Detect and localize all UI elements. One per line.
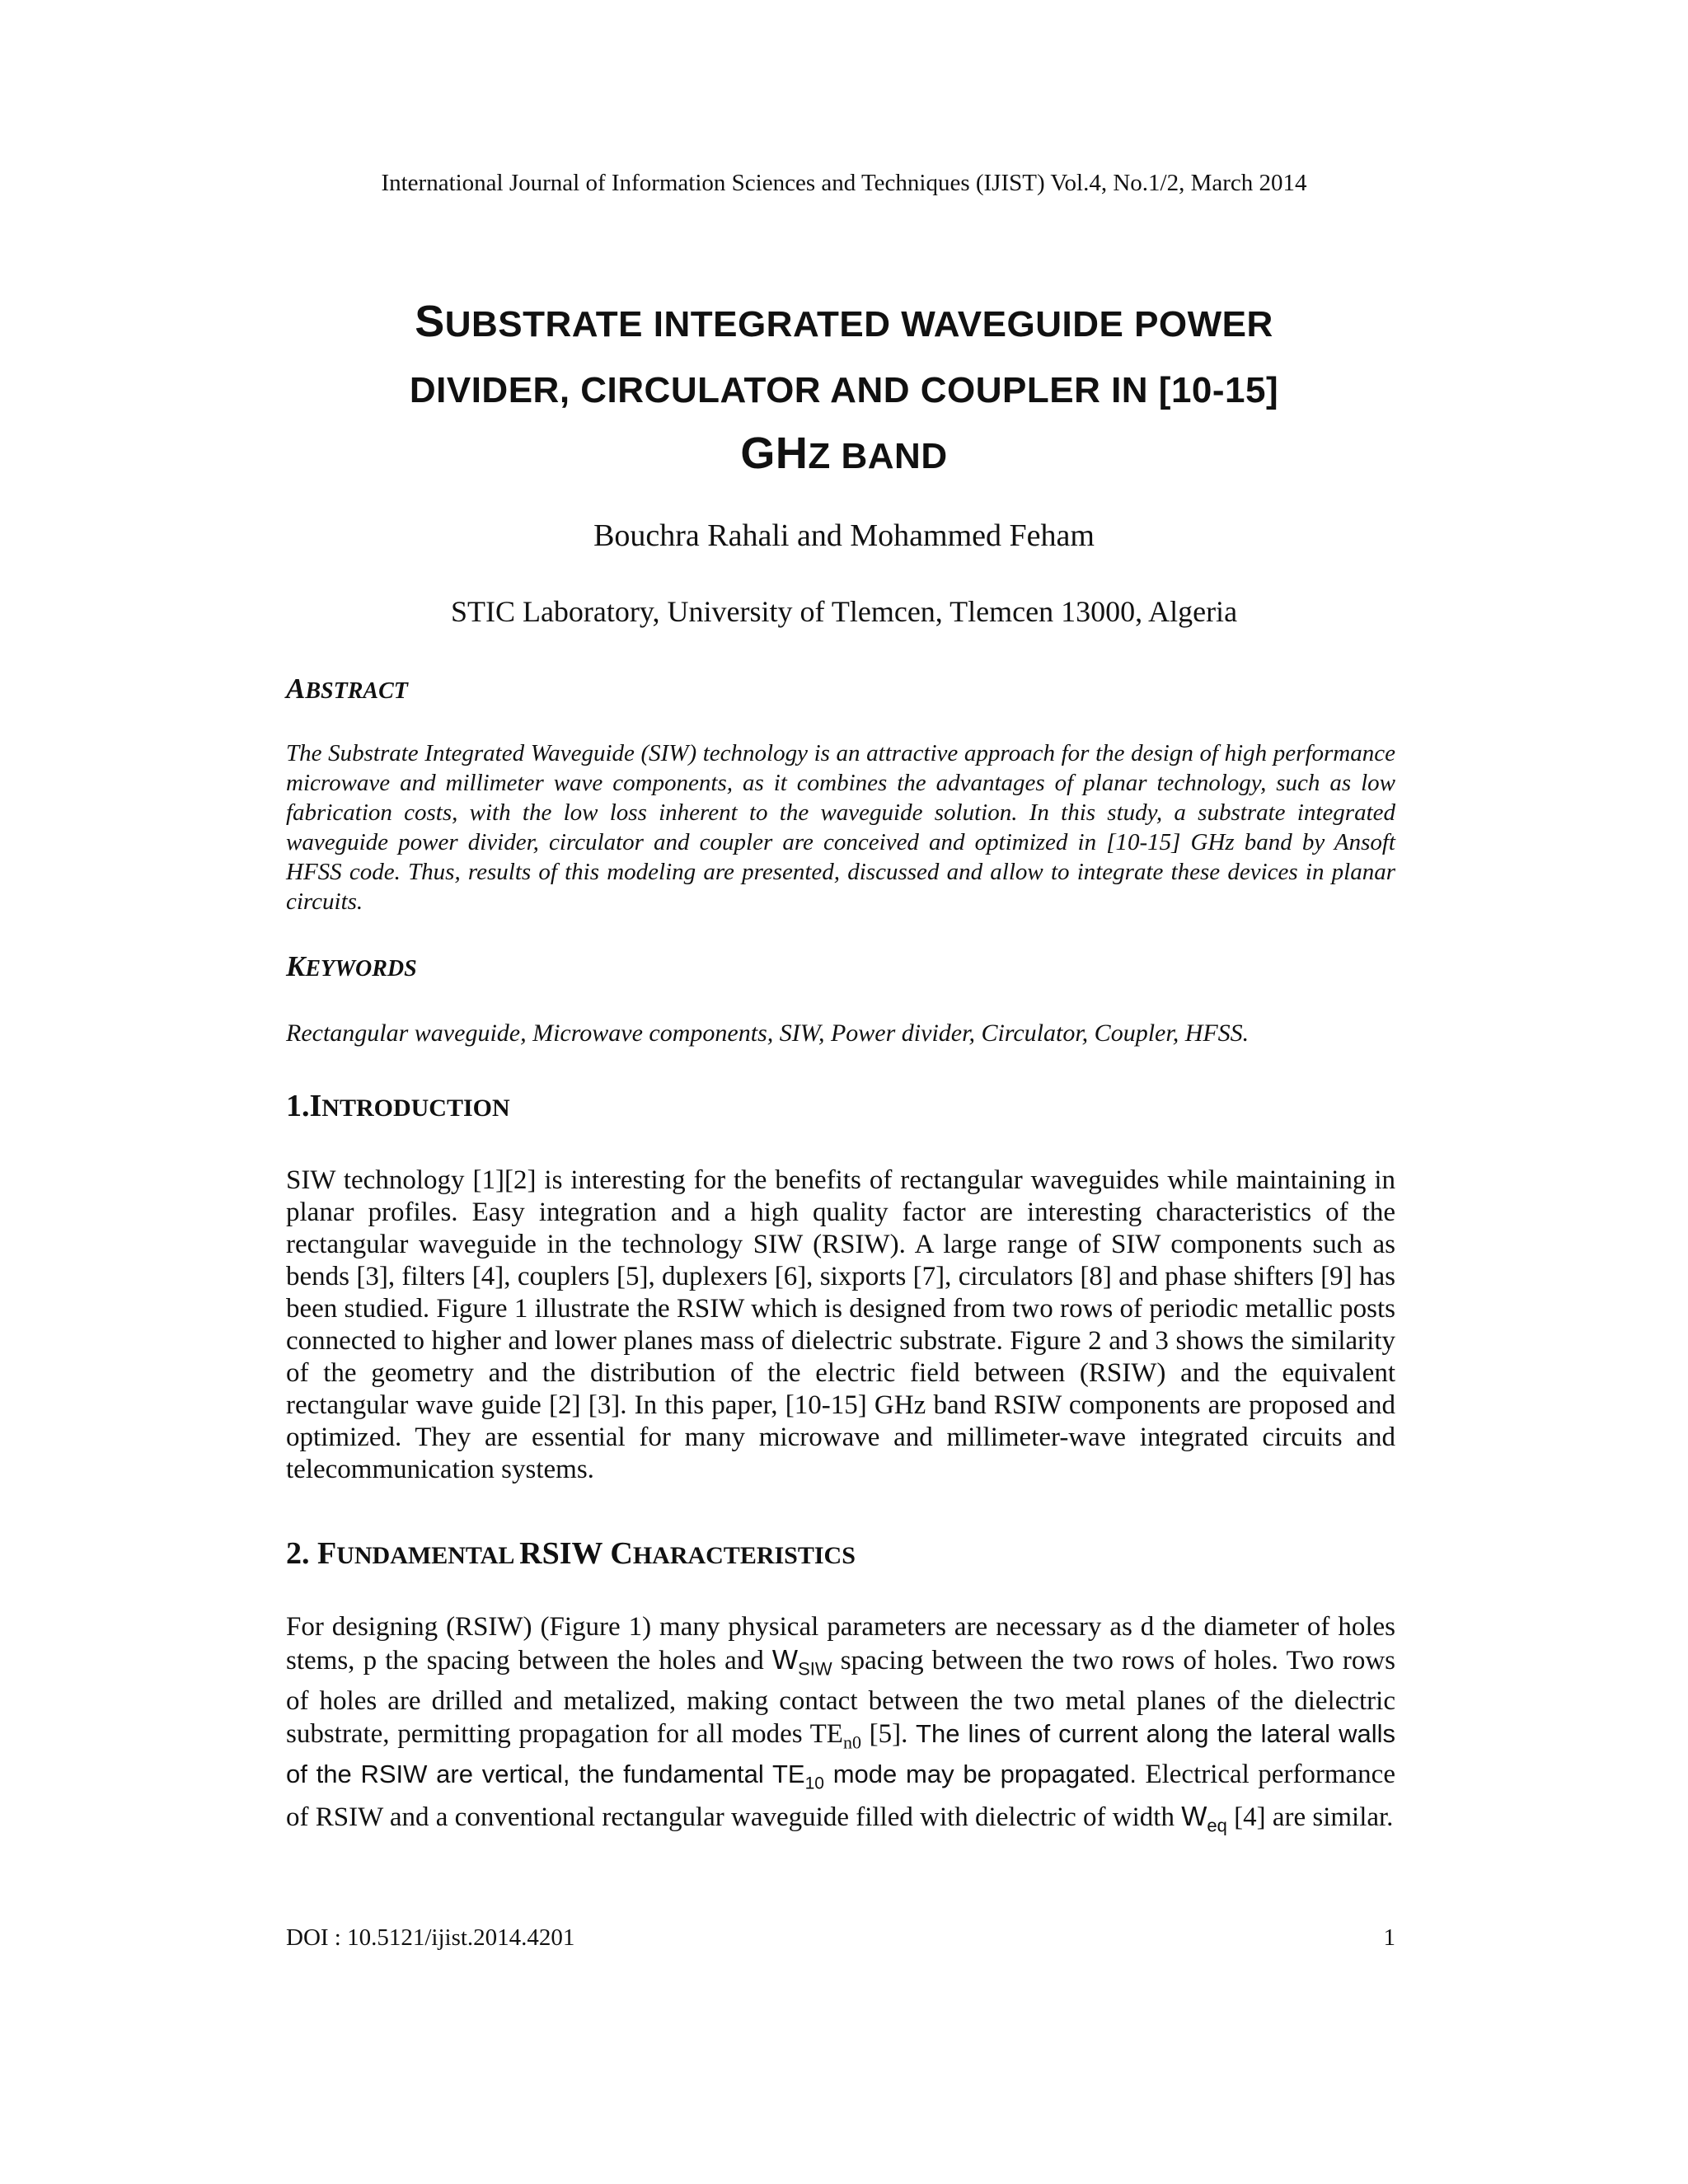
wsiw-base: W [771, 1644, 799, 1675]
section-2-text-part-4: The lines of current along the lateral walls of the RSIW are vertical, the fundamental TE [286, 1718, 1395, 1789]
abstract-heading-rest: BSTRACT [305, 678, 408, 704]
section-2-heading [286, 1535, 856, 1572]
abstract-text: The Substrate Integrated Waveguide (SIW) technology is an attractive approach for the design of high performance microwave and millimeter wave components, as it combines the advantages of planar technology, such as low fabrication costs, with the low loss inherent to the waveguide solution. In this study, a substrate integrated waveguide power divider, circulator and coupler are conceived and optimized in [10-15] GHz band by Ansoft HFSS code. Thus, results of this modeling are presented, discussed and allow to integrate these devices in planar circuits. [286, 740, 1395, 915]
wsiw-symbol [771, 1644, 832, 1680]
section-1-rest: NTRODUCTION [321, 1094, 510, 1122]
keywords-heading-rest: EYWORDS [305, 956, 417, 982]
title-line-3-cap: GH [740, 429, 809, 478]
page-number: 1 [1383, 1924, 1395, 1951]
title-line-2 [247, 356, 1441, 422]
doi: DOI : 10.5121/ijist.2014.4201 [286, 1924, 575, 1951]
section-2-rest-1: UNDAMENTAL [336, 1542, 520, 1569]
authors: Bouchra Rahali and Mohammed Feham [593, 518, 1095, 553]
title-line-1-rest: UBSTRATE INTEGRATED WAVEGUIDE POWER [444, 304, 1273, 344]
section-2-cap-1: F [317, 1536, 337, 1571]
section-2-text [286, 1611, 1395, 1841]
title-line-3 [247, 422, 1441, 488]
section-2-text-part-2: spacing between the two rows of holes. Two rows of holes are drilled and metalized, making contact between the two metal planes of the dielectric substrate, permitting propagation for all modes TE [286, 1646, 1395, 1749]
abstract-heading [286, 673, 408, 705]
weq-subscript: eq [1207, 1815, 1227, 1836]
keywords-text: Rectangular waveguide, Microwave components, SIW, Power divider, Circulator, Coupler, HFSS. [286, 1019, 1250, 1047]
title-line-3-rest: Z BAND [808, 436, 948, 476]
section-2-cap-3: C [610, 1536, 633, 1571]
abstract-heading-cap: A [286, 673, 306, 705]
keywords-heading [286, 950, 417, 983]
section-2-rest-3: HARACTERISTICS [632, 1542, 856, 1569]
title-line-1 [247, 290, 1441, 356]
section-2-word-2: RSIW [519, 1536, 611, 1571]
weq-base: W [1181, 1800, 1207, 1831]
section-1-heading [286, 1088, 510, 1124]
section-1-text: SIW technology [1][2] is interesting for the benefits of rectangular waveguides while maintaining in planar profiles. Easy integration and a high quality factor are interesting characteristics of the rectangular waveguide in the technology SIW (RSIW). A large range of SIW components such as bends [3], filters [4], couplers [5], duplexers [6], sixports [7], circulators [8] and phase shifters [9] has been studied. Figure 1 illustrate the RSIW which is designed from two rows of periodic metallic posts connected to higher and lower planes mass of dielectric substrate. Figure 2 and 3 shows the similarity of the geometry and the distribution of the electric field between (RSIW) and the equivalent rectangular wave guide [2] [3]. In this paper, [10-15] GHz band RSIW components are proposed and optimized. They are essential for many microwave and millimeter-wave integrated circuits and telecommunication systems. [286, 1165, 1395, 1484]
section-2-text-part-7: [4] are similar. [1226, 1802, 1394, 1832]
te10-subscript: 10 [804, 1774, 824, 1793]
affiliation: STIC Laboratory, University of Tlemcen, Tlemcen 13000, Algeria [450, 595, 1238, 628]
wsiw-subscript: SIW [798, 1658, 832, 1680]
weq-symbol [1181, 1800, 1227, 1836]
section-2-text-part-3: [5]. [860, 1718, 917, 1749]
section-2-text-part-1: For designing (RSIW) (Figure 1) many physical parameters are necessary as d the diameter of holes stems, p the spacing between the holes and [286, 1612, 1395, 1675]
paper-title [247, 290, 1441, 488]
keywords-heading-cap: K [286, 950, 306, 982]
section-1-cap: I [309, 1089, 322, 1123]
running-head: International Journal of Information Sciences and Techniques (IJIST) Vol.4, No.1/2, March 2014 [381, 170, 1307, 196]
section-2-text-part-5: mode may be propagated. [823, 1760, 1137, 1789]
title-line-2-text: DIVIDER, CIRCULATOR AND COUPLER IN [10-15] [409, 370, 1279, 410]
section-1-number: 1. [286, 1089, 310, 1123]
section-2-number: 2. [286, 1536, 317, 1571]
section-2-text-part-6: Electrical performance of RSIW and a conventional rectangular waveguide filled with dielectric of width [286, 1760, 1395, 1832]
title-line-1-cap: S [415, 297, 445, 346]
te-n0-subscript: n0 [842, 1732, 861, 1753]
